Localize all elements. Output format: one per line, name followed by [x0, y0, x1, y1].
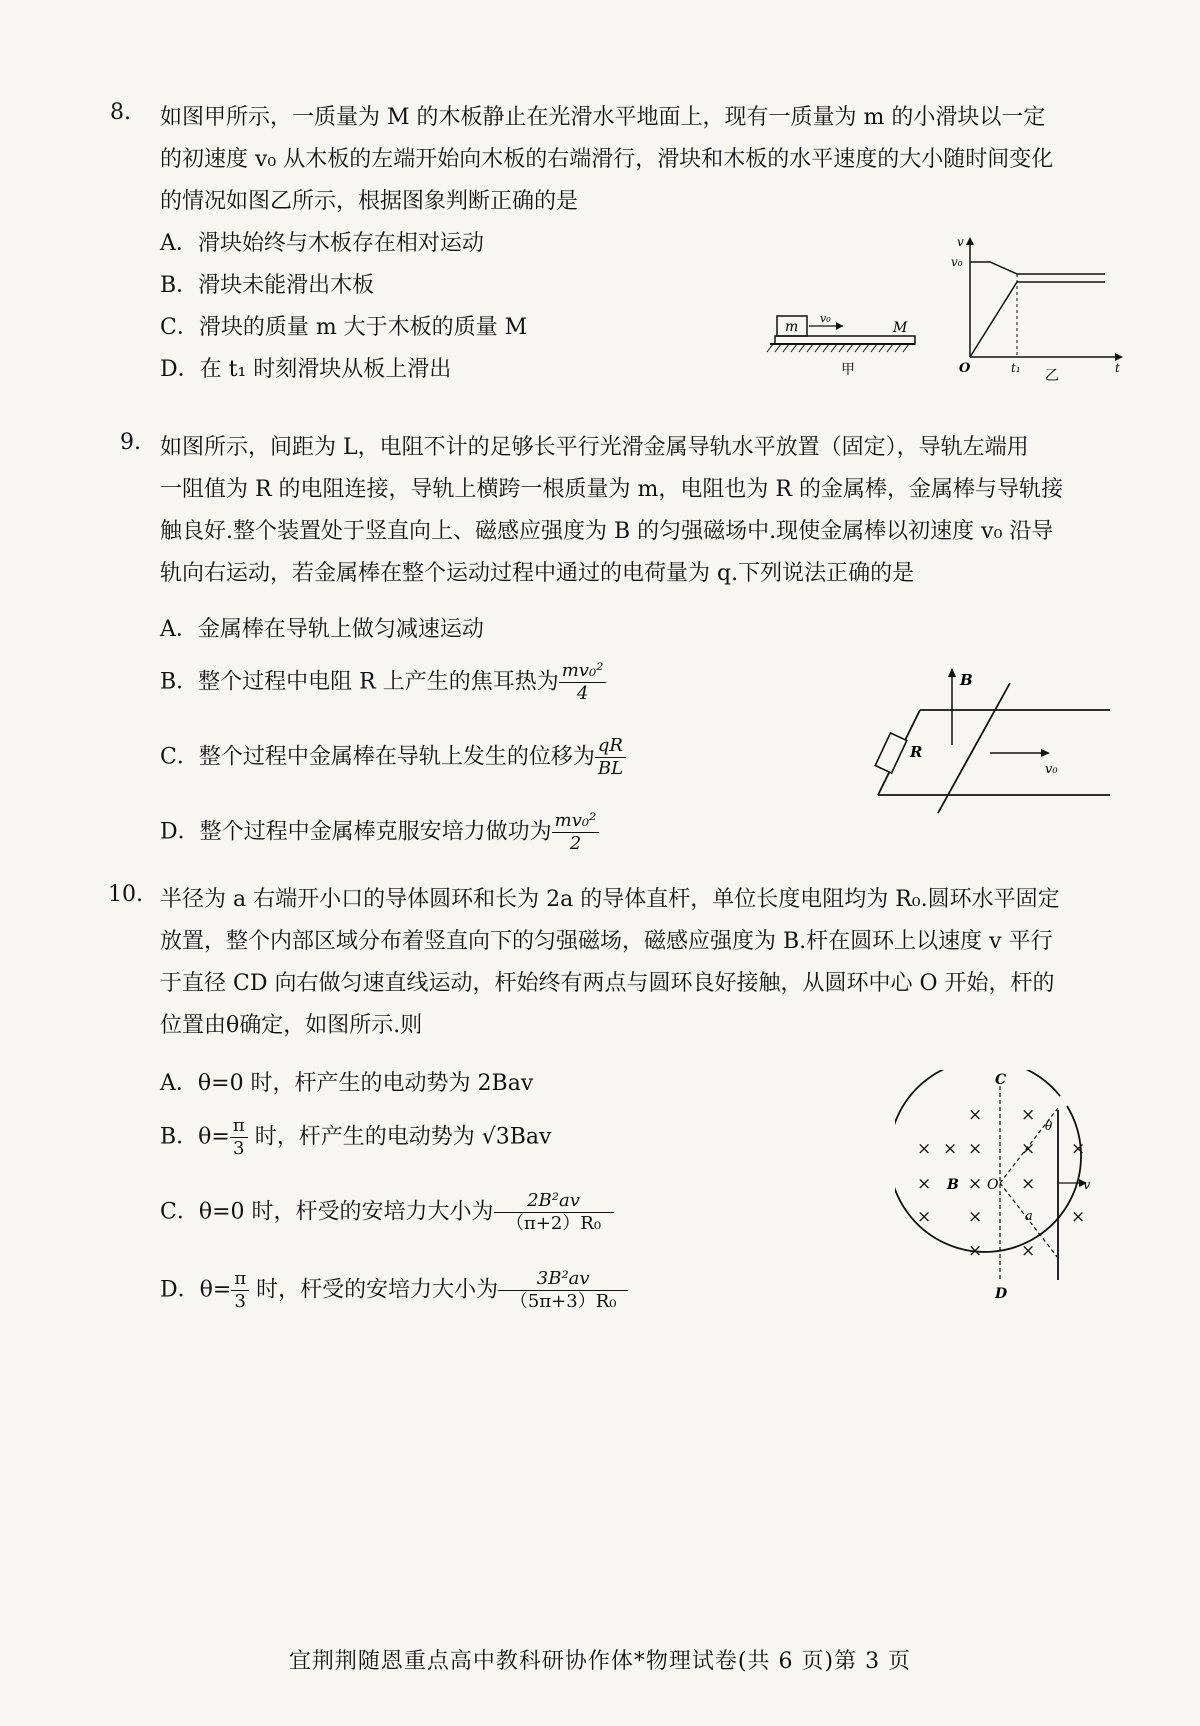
field-cross: × [1021, 1105, 1036, 1125]
q9-line-4: 轨向右运动，若金属棒在整个运动过程中通过的电荷量为 q.下列说法正确的是 [160, 561, 915, 586]
board-velocity-curve [970, 282, 1105, 357]
q9-line-2: 一阻值为 R 的电阻连接，导轨上横跨一根质量为 m，电阻也为 R 的金属棒，金属棒与导轨接 [160, 477, 1063, 502]
q9-fig-b-label: B [960, 671, 973, 689]
q8-option-c: C．滑块的质量 m 大于木板的质量 M [160, 315, 528, 340]
field-cross: × [968, 1207, 983, 1227]
q9-option-c [160, 735, 626, 780]
field-cross: × [917, 1207, 932, 1227]
field-cross: × [917, 1174, 932, 1194]
q10-option-d-frac-num: π [231, 1268, 249, 1291]
q8-option-b: B．滑块未能滑出木板 [160, 273, 375, 298]
q8-option-a: A．滑块始终与木板存在相对运动 [160, 231, 484, 256]
field-cross: × [1021, 1139, 1036, 1159]
yi-v0-label: v₀ [951, 255, 963, 269]
q8-figure-yi [945, 232, 1130, 382]
slider-velocity-curve [970, 262, 1105, 274]
q9-fig-v0-label: v₀ [1045, 762, 1058, 777]
q10-option-b-frac-den: 3 [233, 1138, 245, 1159]
q10-option-d-mid: 时，杆受的安培力大小为 [249, 1277, 499, 1303]
q9-option-d-denominator: 2 [569, 833, 582, 854]
q9-option-b-text: B．整个过程中电阻 R 上产生的焦耳热为 [160, 669, 559, 695]
q9-option-d [160, 810, 599, 855]
q9-option-c-numerator: qR [595, 735, 626, 758]
q9-option-b-fraction [559, 660, 607, 705]
ring-c-label: C [995, 1072, 1007, 1088]
field-cross: × [968, 1174, 983, 1194]
ring-a-label: a [1025, 1209, 1033, 1224]
q9-option-b-numerator: mv₀² [559, 660, 607, 683]
q9-line-3: 触良好.整个装置处于竖直向上、磁感应强度为 B 的匀强磁场中.现使金属棒以初速度 v₀ 沿导 [160, 519, 1054, 544]
q9-line-1: 如图所示，间距为 L，电阻不计的足够长平行光滑金属导轨水平放置（固定），导轨左端用 [160, 435, 1029, 460]
jia-velocity-label: v₀ [820, 312, 831, 325]
field-cross: × [968, 1241, 983, 1261]
q10-option-d-frac-den: 3 [234, 1291, 246, 1312]
yi-origin-label: O [959, 361, 971, 376]
q10-option-b [160, 1115, 551, 1160]
q10-option-c-text: C．θ=0 时，杆受的安培力大小为 [160, 1199, 494, 1225]
q10-option-b-frac-num: π [230, 1115, 248, 1138]
q9-number: 9. [120, 430, 141, 455]
field-cross: × [1071, 1207, 1086, 1227]
q9-option-a: A．金属棒在导轨上做匀减速运动 [160, 617, 484, 642]
ring-b-label: B [947, 1177, 959, 1193]
board-rect [775, 336, 915, 344]
q8-line-1: 如图甲所示，一质量为 M 的木板静止在光滑水平地面上，现有一质量为 m 的小滑块以一定 [160, 105, 1046, 130]
q10-option-c-fraction [494, 1190, 614, 1235]
q10-option-b-pre: B．θ= [160, 1124, 230, 1150]
q10-option-c-denominator: （π+2）R₀ [505, 1213, 602, 1234]
field-cross: × [1021, 1174, 1036, 1194]
q8-figure-jia [765, 300, 935, 380]
yi-caption: 乙 [1045, 368, 1059, 382]
q10-line-2: 放置，整个内部区域分布着竖直向下的匀强磁场，磁感应强度为 B.杆在圆环上以速度 v 平行 [160, 929, 1053, 954]
q9-option-d-fraction [552, 810, 600, 855]
jia-board-label: M [893, 320, 908, 336]
yi-v-axis-label: v [957, 235, 964, 249]
yi-t-axis-label: t [1115, 361, 1120, 375]
q10-line-3: 于直径 CD 向右做匀速直线运动，杆始终有两点与圆环良好接触，从圆环中心 O 开始，杆的 [160, 971, 1055, 996]
q9-option-c-text: C．整个过程中金属棒在导轨上发生的位移为 [160, 744, 595, 770]
q10-line-4: 位置由θ确定，如图所示.则 [160, 1013, 423, 1038]
q10-option-c [160, 1190, 614, 1235]
q10-option-d [160, 1268, 628, 1313]
field-cross: × [1021, 1241, 1036, 1261]
yi-t1-label: t₁ [1011, 361, 1021, 375]
q10-option-d-fraction [498, 1268, 628, 1313]
ring-d-label: D [995, 1286, 1008, 1300]
ring-o-label: O [987, 1177, 999, 1193]
field-cross: × [968, 1105, 983, 1125]
q8-line-2: 的初速度 v₀ 从木板的左端开始向木板的右端滑行，滑块和木板的水平速度的大小随时间变化 [160, 147, 1054, 172]
q10-option-b-fraction [230, 1115, 248, 1160]
field-cross: × [943, 1139, 958, 1159]
page-footer: 宜荆荆随恩重点高中教科研协作体*物理试卷(共 6 页)第 3 页 [288, 1649, 912, 1674]
q9-option-c-denominator: BL [597, 758, 624, 779]
field-cross: × [1071, 1139, 1086, 1159]
q10-number: 10. [108, 882, 143, 907]
q10-figure-ring [895, 1070, 1115, 1300]
q8-line-3: 的情况如图乙所示，根据图象判断正确的是 [160, 189, 579, 214]
field-cross: × [917, 1139, 932, 1159]
q9-figure-rails [860, 665, 1130, 815]
q8-number: 8. [110, 100, 131, 125]
q8-option-d: D．在 t₁ 时刻滑块从板上滑出 [160, 357, 452, 382]
metal-rod [938, 683, 1010, 813]
jia-caption: 甲 [841, 362, 855, 378]
ring-theta-label: θ [1045, 1119, 1053, 1133]
q9-option-c-fraction [595, 735, 626, 780]
q10-option-d-theta-fraction [231, 1268, 249, 1313]
q9-fig-r-label: R [910, 743, 923, 761]
q10-option-d-denominator: （5π+3）R₀ [509, 1291, 617, 1312]
q9-option-b-denominator: 4 [576, 683, 589, 704]
q10-option-d-pre: D．θ= [160, 1277, 232, 1303]
resistor [875, 733, 907, 773]
ring-v-label: v [1083, 1178, 1091, 1193]
q10-option-a: A．θ=0 时，杆产生的电动势为 2Bav [160, 1071, 534, 1096]
q10-line-1: 半径为 a 右端开小口的导体圆环和长为 2a 的导体直杆，单位长度电阻均为 R₀.圆环水平固定 [160, 887, 1060, 912]
jia-block-label: m [785, 319, 799, 335]
q9-option-b [160, 660, 606, 705]
q9-option-d-text: D．整个过程中金属棒克服安培力做功为 [160, 819, 552, 845]
q10-option-d-numerator: 3B²av [498, 1268, 628, 1291]
q9-option-d-numerator: mv₀² [552, 810, 600, 833]
field-cross: × [968, 1139, 983, 1159]
q10-option-b-post: 时，杆产生的电动势为 √3Bav [247, 1124, 552, 1150]
q10-option-c-numerator: 2B²av [494, 1190, 614, 1213]
